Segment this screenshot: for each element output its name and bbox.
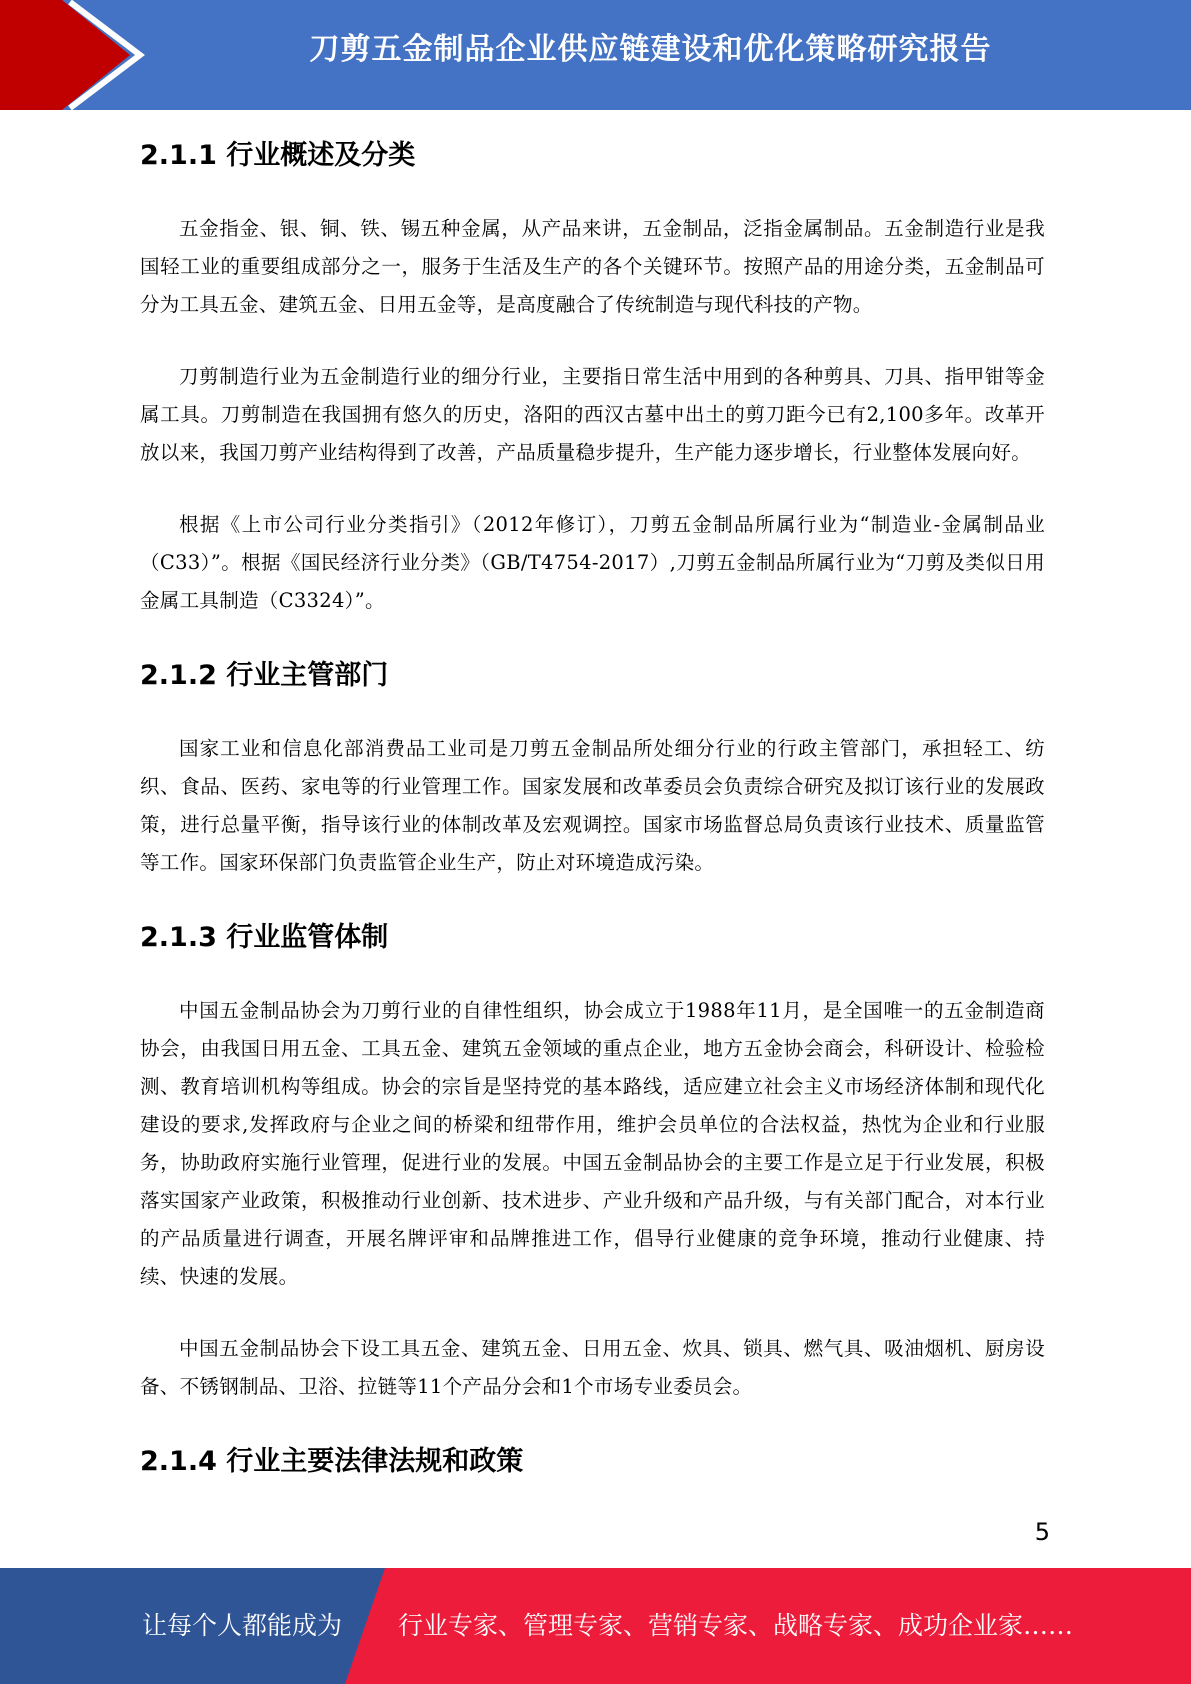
paragraph: 根据《上市公司行业分类指引》（2012年修订），刀剪五金制品所属行业为“制造业-金属制品业（C33）”。根据《国民经济行业分类》（GB/T4754-2017）,刀剪五金制品所属行业为“刀剪及类似日用金属工具制造（C3324）”。 [140, 513, 1045, 612]
section-heading-2-1-3: 2.1.3 行业监管体制 [140, 922, 389, 953]
footer-slogan-left: 让每个人都能成为 [142, 1611, 343, 1640]
document-body [140, 118, 1045, 1516]
section-heading-2-1-2: 2.1.2 行业主管部门 [140, 660, 389, 691]
page-number: 5 [1034, 1518, 1050, 1546]
paragraph: 国家工业和信息化部消费品工业司是刀剪五金制品所处细分行业的行政主管部门，承担轻工、纺织、食品、医药、家电等的行业管理工作。国家发展和改革委员会负责综合研究及拟订该行业的发展政策，进行总量平衡，指导该行业的体制改革及宏观调控。国家市场监督总局负责该行业技术、质量监管等工作。国家环保部门负责监管企业生产，防止对环境造成污染。 [140, 737, 1045, 874]
page-header [0, 0, 1191, 110]
paragraph: 中国五金制品协会下设工具五金、建筑五金、日用五金、炊具、锁具、燃气具、吸油烟机、厨房设备、不锈钢制品、卫浴、拉链等11个产品分会和1个市场专业委员会。 [140, 1337, 1045, 1398]
footer-slogan-right: 行业专家、管理专家、营销专家、战略专家、成功企业家…… [398, 1611, 1074, 1640]
report-title: 刀剪五金制品企业供应链建设和优化策略研究报告 [309, 32, 992, 67]
paragraph: 中国五金制品协会为刀剪行业的自律性组织，协会成立于1988年11月，是全国唯一的五金制造商协会，由我国日用五金、工具五金、建筑五金领域的重点企业，地方五金协会商会，科研设计、检验检测、教育培训机构等组成。协会的宗旨是坚持党的基本路线，适应建立社会主义市场经济体制和现代化建设的要求,发挥政府与企业之间的桥梁和纽带作用，维护会员单位的合法权益，热忱为企业和行业服务，协助政府实施行业管理，促进行业的发展。中国五金制品协会的主要工作是立足于行业发展，积极落实国家产业政策，积极推动行业创新、技术进步、产业升级和产品升级，与有关部门配合，对本行业的产品质量进行调查，开展名牌评审和品牌推进工作，倡导行业健康的竞争环境，推动行业健康、持续、快速的发展。 [140, 999, 1045, 1288]
section-heading-2-1-1: 2.1.1 行业概述及分类 [140, 140, 416, 171]
paragraph: 刀剪制造行业为五金制造行业的细分行业，主要指日常生活中用到的各种剪具、刀具、指甲钳等金属工具。刀剪制造在我国拥有悠久的历史，洛阳的西汉古墓中出土的剪刀距今已有2,100多年。改革开放以来，我国刀剪产业结构得到了改善，产品质量稳步提升，生产能力逐步增长，行业整体发展向好。 [140, 365, 1045, 464]
page-footer [0, 1568, 1191, 1684]
section-heading-2-1-4: 2.1.4 行业主要法律法规和政策 [140, 1446, 524, 1477]
paragraph: 五金指金、银、铜、铁、锡五种金属，从产品来讲，五金制品，泛指金属制品。五金制造行业是我国轻工业的重要组成部分之一，服务于生活及生产的各个关键环节。按照产品的用途分类，五金制品可分为工具五金、建筑五金、日用五金等，是高度融合了传统制造与现代科技的产物。 [140, 217, 1045, 316]
